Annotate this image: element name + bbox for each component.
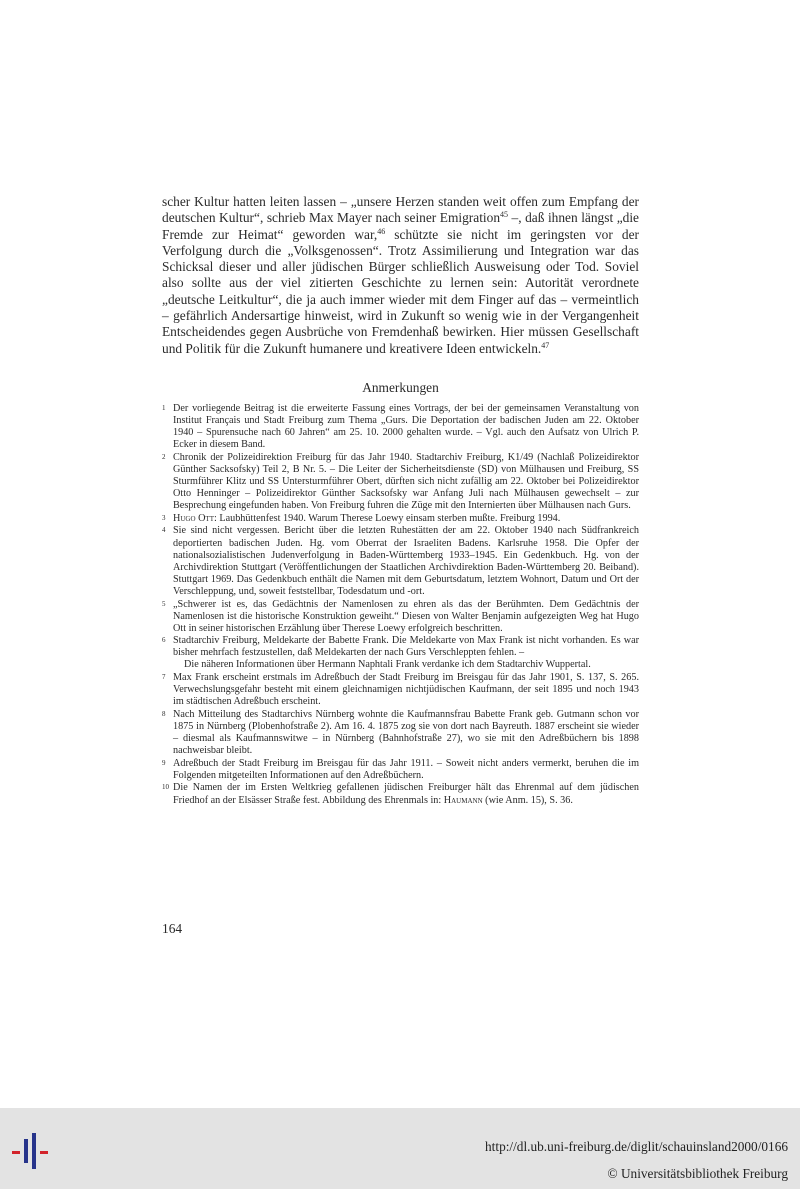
note-1 [162, 403, 639, 451]
note-number: 10 [162, 783, 169, 792]
note-number: 8 [162, 709, 166, 718]
note-6 [162, 635, 639, 671]
note-3 [162, 513, 639, 525]
footer-url-link[interactable]: http://dl.ub.uni-freiburg.de/diglit/schauinsland2000/0166 [485, 1139, 788, 1154]
ub-freiburg-logo-icon[interactable] [10, 1131, 54, 1171]
note-text: Nach Mitteilung des Stadtarchivs Nürnberg wohnte die Kaufmannsfrau Babette Frank geb. Gutmann schon vor 1875 in Nürnberg (Plobenhofstraße 2). Am 16. 4. 1875 zog sie von dort nach Bayreuth. 1887 erscheint sie wieder – diesmal als Kaufmannswitwe – in Nürnberg (Bahnhofstraße 27), wo sie mit den Adreßbüchern bis 1898 nachweisbar bleibt. [173, 708, 639, 757]
note-text: : Laubhüttenfest 1940. Warum Therese Loewy einsam sterben mußte. Freiburg 1994. [213, 512, 561, 524]
note-number: 9 [162, 758, 166, 767]
footer-copyright: © Universitätsbibliothek Freiburg [607, 1166, 788, 1181]
note-number: 5 [162, 599, 166, 608]
note-text-tail: (wie Anm. 15), S. 36. [482, 794, 573, 806]
note-author: Haumann [443, 794, 483, 806]
note-number: 4 [162, 526, 166, 535]
note-number: 1 [162, 404, 166, 412]
note-text: Sie sind nicht vergessen. Bericht über die letzten Ruhestätten der am 22. Oktober 1940 nach Südfrankreich deportierten badischen Juden. Hg. vom Oberrat der Israeliten Badens. Karlsruhe 1958. Die Opfer der nationalsozialistischen Judenverfolgung in Baden-Württemberg 1933–1945. Ein Gedenkbuch. Hg. von der Archivdirektion Stuttgart (Veröffentlichungen der Staatlichen Archivdirektion Baden-Württemberg 20. Beiband). Stuttgart 1969. Das Gedenkbuch enthält die Namen mit dem Geburtsdatum, letztem Wohnort, Datum und Ort der Verschleppung, und, soweit feststellbar, Todesdatum und -ort. [173, 525, 639, 597]
footnote-ref-46[interactable]: 46 [377, 226, 386, 236]
note-text: Chronik der Polizeidirektion Freiburg für das Jahr 1940. Stadtarchiv Freiburg, K1/49 (Nachlaß Polizeidirektor Günther Sacksofsky) Teil 2, B Nr. 5. – Die Leiter der Sicherheitsdienste (SD) von Mülhausen und Freiburg, SS Sturmführer Klitz und SS Untersturmführer Obert, dürften sich nicht zufällig am 22. Oktober bei Polizeidirektor Otto Henninger – Polizeidirektor Günther Sacksofsky war Anfang Juli nach Mülhausen gewechselt – zur Besprechung eingefunden haben. Von Freiburg fuhren die Züge mit den Internierten über Mülhausen nach Gurs. [173, 451, 639, 512]
note-text: Die Namen der im Ersten Weltkrieg gefallenen jüdischen Freiburger hält das Ehrenmal auf dem jüdischen Friedhof an der Elsässer Straße fest. Abbildung des Ehrenmals in: [173, 782, 639, 806]
notes-heading: Anmerkungen [362, 380, 439, 395]
note-continuation: Die näheren Informationen über Hermann Naphtali Frank verdanke ich dem Stadtarchiv Wuppertal. [184, 659, 591, 671]
note-number: 2 [162, 452, 166, 461]
note-number: 7 [162, 673, 166, 682]
note-number: 3 [162, 513, 166, 522]
note-text: Der vorliegende Beitrag ist die erweiterte Fassung eines Vortrags, der bei der gemeinsamen Veranstaltung von Institut Français und Stadt Freiburg zum Thema „Gurs. Die Deportation der badischen Juden am 22. Oktober 1940 – Spurensuche nach 60 Jahren“ am 25. 10. 2000 gehalten wurde. – Vgl. auch den Aufsatz von Ulrich P. Ecker in diesem Band. [173, 403, 639, 451]
body-text-part-2: –, daß ihnen längst „die Fremde zur Heimat“ geworden war, [162, 210, 639, 242]
note-5 [162, 599, 639, 635]
note-8 [162, 709, 639, 757]
note-text: Max Frank erscheint erstmals im Adreßbuch der Stadt Freiburg im Breisgau für das Jahr 1901, S. 137, S. 265. Verwechslungsgefahr besteht mit einem gleichnamigen nichtjüdischen Kaufmann, der seit 1895 und noch 1943 im städtischen Adreßbuch erscheint. [173, 672, 639, 708]
footnote-ref-45[interactable]: 45 [500, 210, 509, 220]
footnote-ref-47[interactable]: 47 [541, 340, 550, 350]
note-10 [162, 782, 639, 806]
note-text: „Schwerer ist es, das Gedächtnis der Namenlosen zu ehren als das der Berühmten. Dem Gedächtnis der Namenlosen ist die historische Konstruktion geweiht.“ Diesen von Walter Benjamin aufgezeigten Weg hat Hugo Ott in seiner historischen Erzählung über Therese Loewy erfolgreich beschritten. [173, 598, 639, 634]
page-number: 164 [162, 921, 183, 936]
note-7 [162, 672, 639, 708]
body-text-part-3: schützte sie nicht im geringsten vor der Verfolgung durch die „Volksgenossen“. Trotz Assimilierung und Integration war das Schicksal dieser und aller jüdischen Bürger schließlich Ausweisung oder Tod. Soviel also sollte aus der viel zitierten Geschichte zu lernen sein: Autorität verordnete „deutsche Leitkultur“, die ja auch immer wieder mit dem Finger auf das – vermeintlich – gefährlich Andersartige hinweist, wird in Zukunft so wenig wie in der Vergangenheit Entscheidendes gegen Ausbrüche von Fremdenhaß bewirken. Hier müssen Gesellschaft und Politik für die Zukunft humanere und kreativere Ideen entwickeln. [162, 226, 639, 356]
note-text: Adreßbuch der Stadt Freiburg im Breisgau für das Jahr 1911. – Soweit nicht anders vermerkt, beruhen die im Folgenden mitgeteilten Informationen auf den Adreßbüchern. [173, 757, 639, 781]
body-text-part-1: scher Kultur hatten leiten lassen – „unsere Herzen standen weit offen zum Empfang der deutschen Kultur“, schrieb Max Mayer nach seiner Emigration [162, 194, 639, 226]
note-9 [162, 758, 639, 782]
notes-list [162, 403, 639, 807]
note-author: Hugo Ott [173, 512, 214, 524]
body-paragraph [162, 194, 639, 357]
note-4 [162, 525, 639, 598]
note-text: Stadtarchiv Freiburg, Meldekarte der Babette Frank. Die Meldekarte von Max Frank ist nicht vorhanden. Es war bisher mehrfach festzustellen, daß Meldekarten der nach Gurs Verschleppten fehlen. – [173, 635, 639, 659]
note-2 [162, 452, 639, 512]
note-number: 6 [162, 636, 166, 645]
